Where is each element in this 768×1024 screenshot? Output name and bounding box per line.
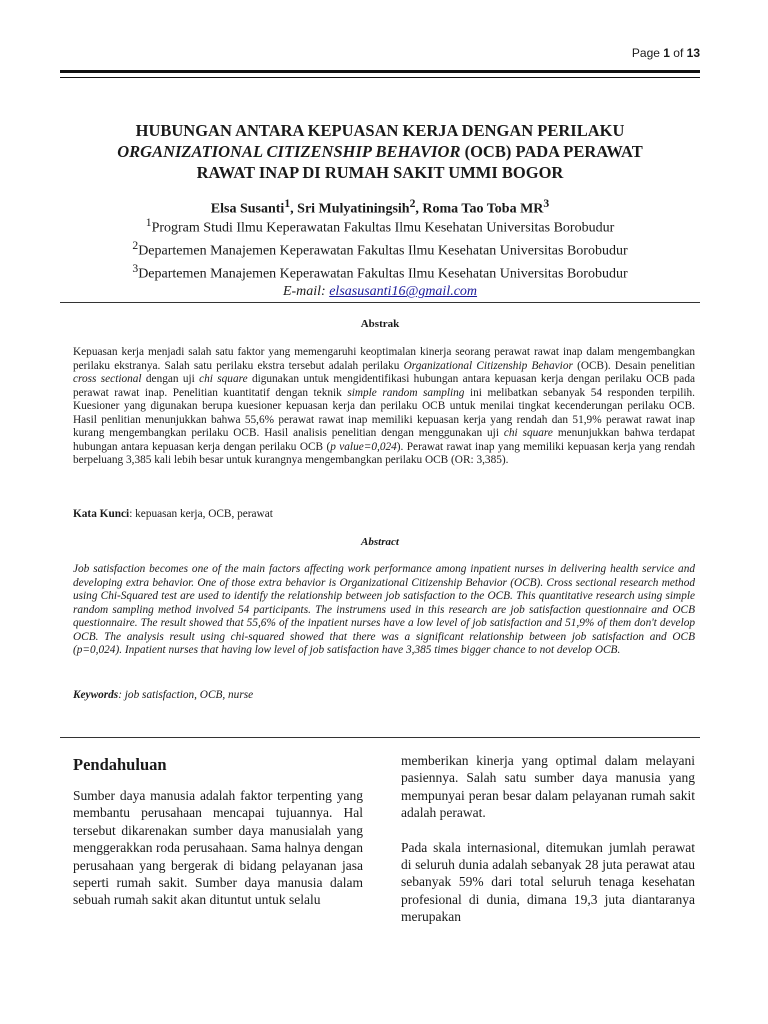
title-line-2: ORGANIZATIONAL CITIZENSHIP BEHAVIOR (OCB) PADA PERAWAT [117,142,643,161]
body-paragraph: Sumber daya manusia adalah faktor terpenting yang membantu perusahaan mencapai tujuannya. Hal tersebut dikarenakan sumber daya manusialah yang menggerakkan roda perusahaan. Sama halnya dengan perusahaan yang bergerak di bidang pelayanan jasa seperti rumah sakit. Sumber daya manusia dalam sebuah rumah sakit akan dituntut untuk selalu [73,788,363,908]
page-current: 1 [663,46,670,60]
abstract-text: Job satisfaction becomes one of the main factors affecting work performance among inpatient nurses in delivering health service and developing extra behavior. One of those extra behavior is Organizational Citizenship Behavior (OCB). Cross sectional research method using Chi-Squared test are used to identify the relationship between job satisfaction to the OCB. This quantitative research using simple random sampling method involved 54 participants. The instrumens used in this research are job satisfaction questionnaire and OCB questionnaire. The result showed that 55,6% of the inpatient nurses have a low level of job satisfaction and 51,9% of them don't develop OCB. The analysis result using chi-squared showed that there was a significant relationship between job satisfaction and OCB (p=0,024). Inpatient nurses that having low level of job satisfaction have 3,385 times bigger chance to not develop OCB. [73,563,695,656]
header-rule-thin [60,77,700,78]
section-divider [60,302,700,303]
page-total: 13 [686,46,700,60]
body-divider [60,737,700,738]
affiliation-line: $^1$Program Studi Ilmu Keperawatan Fakultas Ilmu Kesehatan Universitas Borobudur [145,216,615,236]
title-line-1: HUBUNGAN ANTARA KEPUASAN KERJA DENGAN PERILAKU [135,121,625,140]
body-paragraph: Pada skala internasional, ditemukan jumlah perawat di seluruh dunia adalah sebanyak 28 juta perawat atau sebanyak 59% dari total seluruh tenaga kesehatan profesional di dunia, dimana 19,3 juta diantaranya merupakan [401,839,695,925]
abstrak-heading: Abstrak [360,318,400,330]
keywords: Keywords: job satisfaction, OCB, nurse [73,689,254,701]
title-line-3: RAWAT INAP DI RUMAH SAKIT UMMI BOGOR [196,163,564,182]
affiliation-line: $^3$Departemen Manajemen Keperawatan Fakultas Ilmu Kesehatan Universitas Borobudur [132,262,628,282]
author-name: Sri Mulyatiningsih [297,201,410,217]
author-name: Roma Tao Toba MR [422,201,544,217]
body-column-left [73,755,363,909]
section-title: Pendahuluan [73,755,167,774]
page-number: Page 1 of 13 [631,46,700,60]
email-link[interactable]: elsasusanti16@gmail.com [329,284,478,300]
author-affil-mark: 1 [284,197,291,210]
author-affil-mark: 3 [543,197,550,210]
abstract-heading: Abstract [361,536,399,548]
body-column-right [401,752,695,926]
author-list: Elsa Susanti$^1$, Sri Mulyatiningsih$^2$, Roma Tao Toba $MR^3$ [210,197,550,217]
author-email: E-mail: elsasusanti16@gmail.com [282,284,478,300]
kata-kunci-label: Kata Kunci [73,508,130,520]
kata-kunci: Kata Kunci: kepuasan kerja, OCB, perawat [73,508,273,520]
header-rule-thick [60,70,700,73]
body-paragraph: memberikan kinerja yang optimal dalam melayani pasiennya. Salah satu sumber daya manusia yang mempunyai peran besar dalam pelayanan rumah sakit adalah perawat. [401,753,695,821]
author-affil-mark: 2 [409,197,416,210]
author-name: Elsa Susanti [210,201,285,217]
affiliation-line: $^2$Departemen Manajemen Keperawatan Fakultas Ilmu Kesehatan Universitas Borobudur [132,239,628,259]
keywords-label: Keywords [73,689,119,701]
paper-title [60,120,700,183]
affiliation-list [60,214,700,301]
abstrak-text: Kepuasan kerja menjadi salah satu faktor yang memengaruhi keoptimalan kinerja seorang perawat rawat inap dalam mengembangkan perilaku ekstranya. Salah satu perilaku ekstra tersebut adalah perilaku Organizational Citizenship Behavior (OCB). Desain penelitian cross sectional dengan uji chi square digunakan untuk mengidentifikasi hubungan antara kepuasan kerja dengan perilaku OCB pada perawat rawat inap. Penelitian kuantitatif dengan teknik simple random sampling ini melibatkan sebanyak 54 responden terpilih. Kuesioner yang digunakan berupa kuesioner kepuasan kerja dan perilaku OCB untuk menilai tingkat kecenderungan perilaku OCB. Hasil penlitian menunjukkan bahwa 55,6% perawat rawat inap memiliki kepuasan kerja yang rendah dan 51,9% perawat rawat inap kurang mengembangkan perilaku OCB. Hasil analisis penelitian dengan menggunakan uji chi square menunjukkan bahwa terdapat hubungan antara kepuasan kerja dengan perilaku OCB (p value=0,024). Perawat rawat inap yang memiliki kepuasan kerja yang rendah berpeluang 3,385 kali lebih besar untuk kurangnya mengembangkan perilaku OCB (OR: 3,385). [73,346,695,466]
